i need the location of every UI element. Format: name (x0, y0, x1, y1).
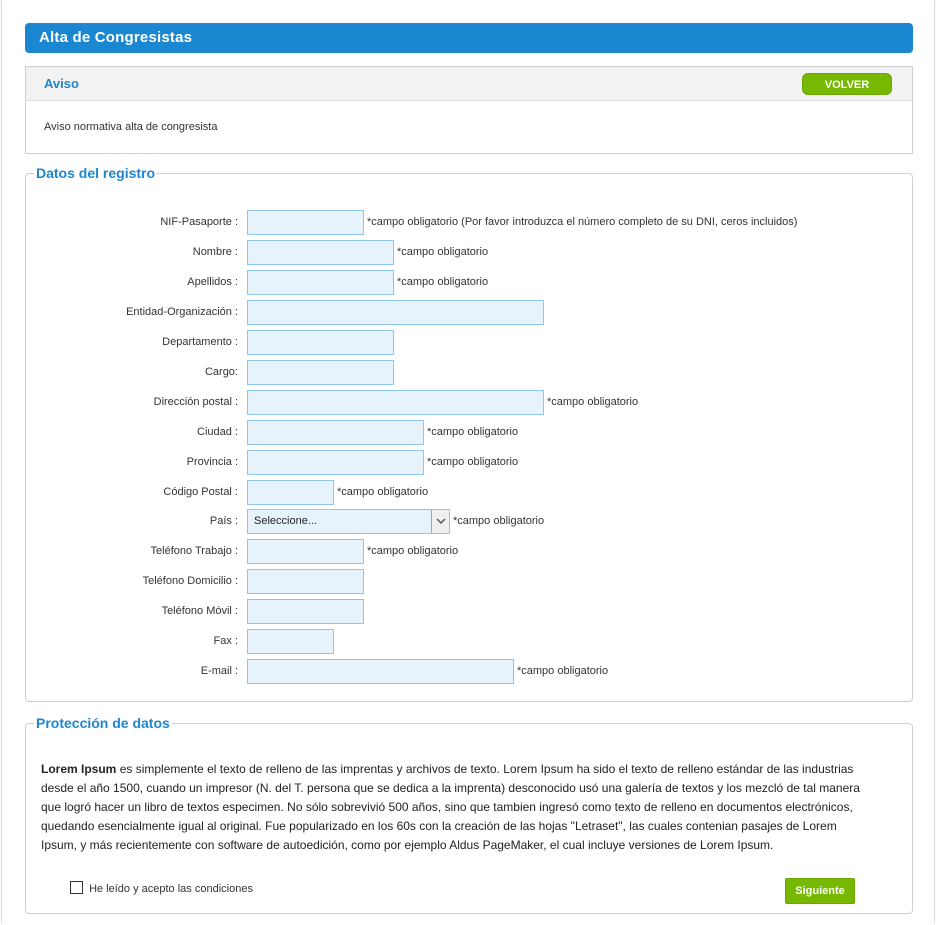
direccion-label: Dirección postal : (153, 396, 238, 408)
pais-select[interactable] (247, 509, 450, 534)
pais-selected-value: Seleccione... (254, 515, 317, 527)
provincia-input[interactable] (247, 450, 424, 475)
accept-conditions-label[interactable]: He leído y acepto las condiciones (89, 883, 253, 895)
email-input[interactable] (247, 659, 514, 684)
telefono-trabajo-required-note: *campo obligatorio (367, 545, 459, 557)
nombre-required-note: *campo obligatorio (397, 246, 489, 258)
nombre-input[interactable] (247, 240, 394, 265)
proteccion-text (41, 760, 866, 855)
direccion-required-note: *campo obligatorio (547, 396, 639, 408)
lorem-body: es simplemente el texto de relleno de las imprentas y archivos de texto. Lorem Ipsum ha sido el texto de relleno estándar de las industrias desde el año 1500, cuando un impresor (N. del T. persona que se dedica a la imprenta) desconocido usó una galería de textos y los mezcló de tal manera que logró hacer un libro de textos especimen. No sólo sobrevivió 500 años, sino que tambien ingresó como texto de relleno en documentos electrónicos, quedando esencialmente igual al original. Fue popularizado en los 60s con la creación de las hojas "Letraset", las cuales contenian pasajes de Lorem Ipsum, y más recientemente con software de autoedición, como por ejemplo Aldus PageMaker, el cual incluye versiones de Lorem Ipsum. (41, 762, 860, 852)
nif-pasaporte-input[interactable] (247, 210, 364, 235)
codigo-postal-label: Código Postal : (163, 486, 238, 498)
entidad-organizacion-input[interactable] (247, 300, 544, 325)
cargo-label: Cargo: (204, 366, 238, 378)
siguiente-button[interactable]: Siguiente (785, 878, 855, 904)
form-row-telefono-trabajo (26, 539, 914, 564)
form-row-entidad (26, 300, 914, 325)
aviso-panel (25, 66, 913, 154)
form-row-fax (26, 629, 914, 654)
direccion-postal-input[interactable] (247, 390, 544, 415)
form-row-cargo (26, 360, 914, 385)
pais-label: País : (209, 515, 238, 527)
form-row-pais (26, 509, 914, 534)
accept-conditions-row[interactable] (70, 881, 253, 895)
codigo-postal-required-note: *campo obligatorio (337, 486, 429, 498)
entidad-label: Entidad-Organización : (126, 306, 238, 318)
pais-required-note: *campo obligatorio (453, 515, 545, 527)
cargo-input[interactable] (247, 360, 394, 385)
aviso-text: Aviso normativa alta de congresista (44, 121, 218, 133)
form-row-nif (26, 210, 914, 235)
lorem-bold-lead: Lorem Ipsum (41, 762, 117, 776)
telefono-movil-input[interactable] (247, 599, 364, 624)
form-row-email (26, 659, 914, 684)
email-label: E-mail : (200, 665, 238, 677)
telefono-trabajo-input[interactable] (247, 539, 364, 564)
telefono-movil-label: Teléfono Móvil : (161, 605, 238, 617)
fax-input[interactable] (247, 629, 334, 654)
datos-registro-legend: Datos del registro (36, 165, 156, 181)
email-required-note: *campo obligatorio (517, 665, 609, 677)
codigo-postal-input[interactable] (247, 480, 334, 505)
chevron-down-icon[interactable] (431, 510, 449, 533)
proteccion-datos-legend: Protección de datos (36, 715, 170, 731)
ciudad-required-note: *campo obligatorio (427, 426, 519, 438)
nombre-label: Nombre : (192, 246, 238, 258)
volver-button[interactable]: VOLVER (802, 73, 892, 95)
form-row-codigo-postal (26, 480, 914, 505)
proteccion-datos-section (25, 715, 913, 914)
page-title: Alta de Congresistas (25, 23, 913, 53)
form-row-telefono-movil (26, 599, 914, 624)
form-row-direccion (26, 390, 914, 415)
apellidos-label: Apellidos : (187, 276, 238, 288)
departamento-input[interactable] (247, 330, 394, 355)
apellidos-required-note: *campo obligatorio (397, 276, 489, 288)
form-row-nombre (26, 240, 914, 265)
form-row-departamento (26, 330, 914, 355)
telefono-domicilio-input[interactable] (247, 569, 364, 594)
accept-conditions-checkbox[interactable] (70, 881, 83, 894)
ciudad-input[interactable] (247, 420, 424, 445)
aviso-title: Aviso (44, 76, 79, 91)
form-row-provincia (26, 450, 914, 475)
nif-required-note: *campo obligatorio (Por favor introduzca el número completo de su DNI, ceros incluidos) (367, 216, 798, 228)
provincia-label: Provincia : (186, 456, 238, 468)
form-row-ciudad (26, 420, 914, 445)
fax-label: Fax : (213, 635, 238, 647)
form-row-apellidos (26, 270, 914, 295)
telefono-domicilio-label: Teléfono Domicilio : (142, 575, 238, 587)
departamento-label: Departamento : (162, 336, 238, 348)
apellidos-input[interactable] (247, 270, 394, 295)
form-row-telefono-domicilio (26, 569, 914, 594)
datos-registro-section (25, 165, 913, 702)
nif-label: NIF-Pasaporte : (160, 216, 238, 228)
aviso-header (26, 67, 912, 101)
ciudad-label: Ciudad : (197, 426, 238, 438)
provincia-required-note: *campo obligatorio (427, 456, 519, 468)
telefono-trabajo-label: Teléfono Trabajo : (150, 545, 238, 557)
